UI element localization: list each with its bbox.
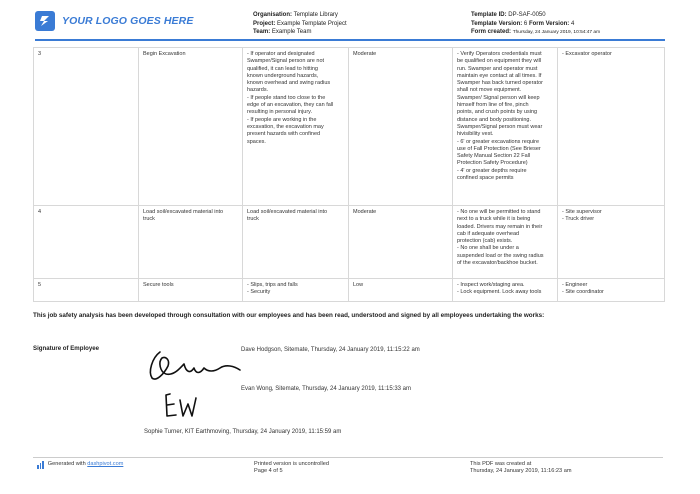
form-created-label: Form created: <box>471 29 512 36</box>
risk-cell: Low <box>349 279 453 302</box>
control-line: loaded. Drivers may remain in their <box>457 223 543 230</box>
hazard-line: - If people are working in the <box>247 116 317 123</box>
control-line: be qualified on equipment they will <box>457 58 542 65</box>
task-cell: Secure tools <box>139 279 243 302</box>
signature-evan-image <box>160 390 206 422</box>
form-created-value: Thursday, 24 January 2019, 10:54:47 am <box>512 30 601 36</box>
step-cell: 5 <box>34 279 139 302</box>
form-version-value: 4 <box>570 20 575 27</box>
controls-cell <box>453 48 558 206</box>
control-line: himself from line of fire, pinch <box>457 102 529 109</box>
footer-pdf-info <box>470 461 571 476</box>
form-version-label: Form Version: <box>528 20 570 27</box>
control-line: points, and crush points by using <box>457 109 538 116</box>
template-id-label: Template ID: <box>471 12 507 18</box>
control-line: - 4' or greater depths require <box>457 167 527 174</box>
task-cell <box>139 206 243 279</box>
generated-prefix: Generated with <box>47 461 86 468</box>
responsible-line: - Site coordinator <box>562 289 604 296</box>
control-line: distance and body positioning. <box>457 116 531 123</box>
control-line: of the excavator/backhoe bucket. <box>457 260 538 267</box>
control-line: - Inspect work/staging area. <box>457 282 525 288</box>
control-line: cab if adequate overhead <box>457 230 520 237</box>
hazard-line: resulting in personal injury. <box>247 109 313 116</box>
hazards-cell <box>243 279 349 302</box>
control-line: - Verify Operators credentials must <box>457 51 542 57</box>
responsible-cell <box>558 279 665 302</box>
responsible-line: - Truck driver <box>562 216 595 223</box>
footer-print-info <box>254 461 329 476</box>
responsible-line: - Excavator operator <box>562 51 612 57</box>
control-line: - 6' or greater excavations require <box>457 138 540 145</box>
control-line: - No one will be permitted to stand <box>457 209 541 215</box>
control-line: - No one shall be under a <box>457 245 519 252</box>
team-value: Example Team <box>271 29 312 36</box>
hazard-line: Swamper/Signal person are not <box>247 58 325 65</box>
control-line: suspended load or the swing radius <box>457 252 544 259</box>
bar-chart-icon <box>37 461 44 469</box>
hazard-line: excavation, the excavation may <box>247 123 324 130</box>
responsible-cell <box>558 206 665 279</box>
hazard-line: Load soil/excavated material into <box>247 209 328 215</box>
hazard-line: - Slips, trips and falls <box>247 282 298 288</box>
jsa-table <box>33 47 665 302</box>
template-version-label: Template Version: <box>471 20 523 27</box>
step-cell: 4 <box>34 206 139 279</box>
task-cell: Begin Excavation <box>139 48 243 206</box>
consultation-statement: This job safety analysis has been developed through consultation with our employees and has been read, understood and signed by all employees undertaking the works: <box>33 312 545 319</box>
control-line: protection (cab) exists. <box>457 238 513 245</box>
logo-mark-icon <box>35 11 55 31</box>
project-value: Example Template Project <box>277 20 347 27</box>
pdf-created: Thursday, 24 January 2019, 11:16:23 am <box>470 468 572 475</box>
team-label: Team: <box>253 29 271 36</box>
logo-text: YOUR LOGO GOES HERE <box>62 15 194 27</box>
control-line: Swamper/ Signal person will keep <box>457 94 540 101</box>
hazard-line: known underground hazards, <box>247 72 319 79</box>
hazard-line: - If operator and designated <box>247 51 315 57</box>
control-line: Swamper has back turned operator <box>457 80 543 87</box>
control-line: hivisibility vest. <box>457 131 494 138</box>
table-row <box>34 48 665 206</box>
printed-note: Printed version is uncontrolled <box>254 461 329 467</box>
footer-divider <box>33 457 663 458</box>
signature-entry: Dave Hodgson, Sitemate, Thursday, 24 January 2019, 11:15:22 am <box>241 347 420 353</box>
table-row <box>34 206 665 279</box>
controls-cell <box>453 279 558 302</box>
control-line: shall not move equipment. <box>457 87 522 94</box>
table-row <box>34 279 665 302</box>
responsible-cell <box>558 48 665 206</box>
task-line: Load soil/excavated material into <box>143 209 224 215</box>
control-line: run. Swamper and operator must <box>457 65 538 72</box>
template-id-value: DP-SAF-0050 <box>508 12 546 18</box>
signature-entry: Sophie Turner, KIT Earthmoving, Thursday, 24 January 2019, 11:15:59 am <box>144 429 342 435</box>
risk-cell: Moderate <box>349 48 453 206</box>
control-line: maintain eye contact at all times. If <box>457 72 542 79</box>
hazard-line: - If people stand too close to the <box>247 94 326 101</box>
signature-dave-image <box>146 344 246 386</box>
hazard-line: - Security <box>247 289 271 296</box>
header-project-info <box>253 11 347 37</box>
control-line: next to a truck while it is being <box>457 216 531 223</box>
control-line: - Lock equipment. Lock away tools <box>457 289 542 296</box>
template-version-value: 6 <box>523 20 528 27</box>
hazard-line: spaces. <box>247 138 266 145</box>
control-line: Safety Manual Section 22 Fall <box>457 153 531 160</box>
responsible-line: - Site supervisor <box>562 209 602 215</box>
hazard-line: truck <box>247 216 259 223</box>
pdf-note: This PDF was created at <box>470 461 532 467</box>
risk-cell: Moderate <box>349 206 453 279</box>
hazard-line: edge of an excavation, they can fall <box>247 102 334 109</box>
step-cell: 3 <box>34 48 139 206</box>
page-number: Page 4 of 5 <box>254 468 283 475</box>
dashpivot-link[interactable]: dashpivot.com <box>87 461 124 468</box>
hazards-cell <box>243 48 349 206</box>
hazard-line: hazards. <box>247 87 269 94</box>
signature-label: Signature of Employee <box>33 345 100 352</box>
control-line: Protection Safety Procedure) <box>457 160 528 167</box>
control-line: use of Fall Protection (See Brieser <box>457 145 541 152</box>
project-label: Project: <box>253 20 276 27</box>
logo <box>35 11 193 31</box>
hazard-line: qualified, it can lead to hitting <box>247 65 318 72</box>
control-line: Swamper/Signal person must wear <box>457 123 543 130</box>
org-value: Template Library <box>293 12 338 18</box>
task-line: truck <box>143 216 155 223</box>
responsible-line: - Engineer <box>562 282 588 288</box>
org-label: Organisation: <box>253 12 293 18</box>
control-line: confined space permits <box>457 175 514 182</box>
header-template-info <box>471 11 600 38</box>
hazards-cell <box>243 206 349 279</box>
page-header <box>35 9 665 41</box>
controls-cell <box>453 206 558 279</box>
header-divider <box>35 39 665 41</box>
signature-entry: Evan Wong, Sitemate, Thursday, 24 January 2019, 11:15:33 am <box>241 386 411 392</box>
footer-generated <box>37 461 123 469</box>
hazard-line: known overhead and swing radius <box>247 80 331 87</box>
hazard-line: present hazards with confined <box>247 131 321 138</box>
